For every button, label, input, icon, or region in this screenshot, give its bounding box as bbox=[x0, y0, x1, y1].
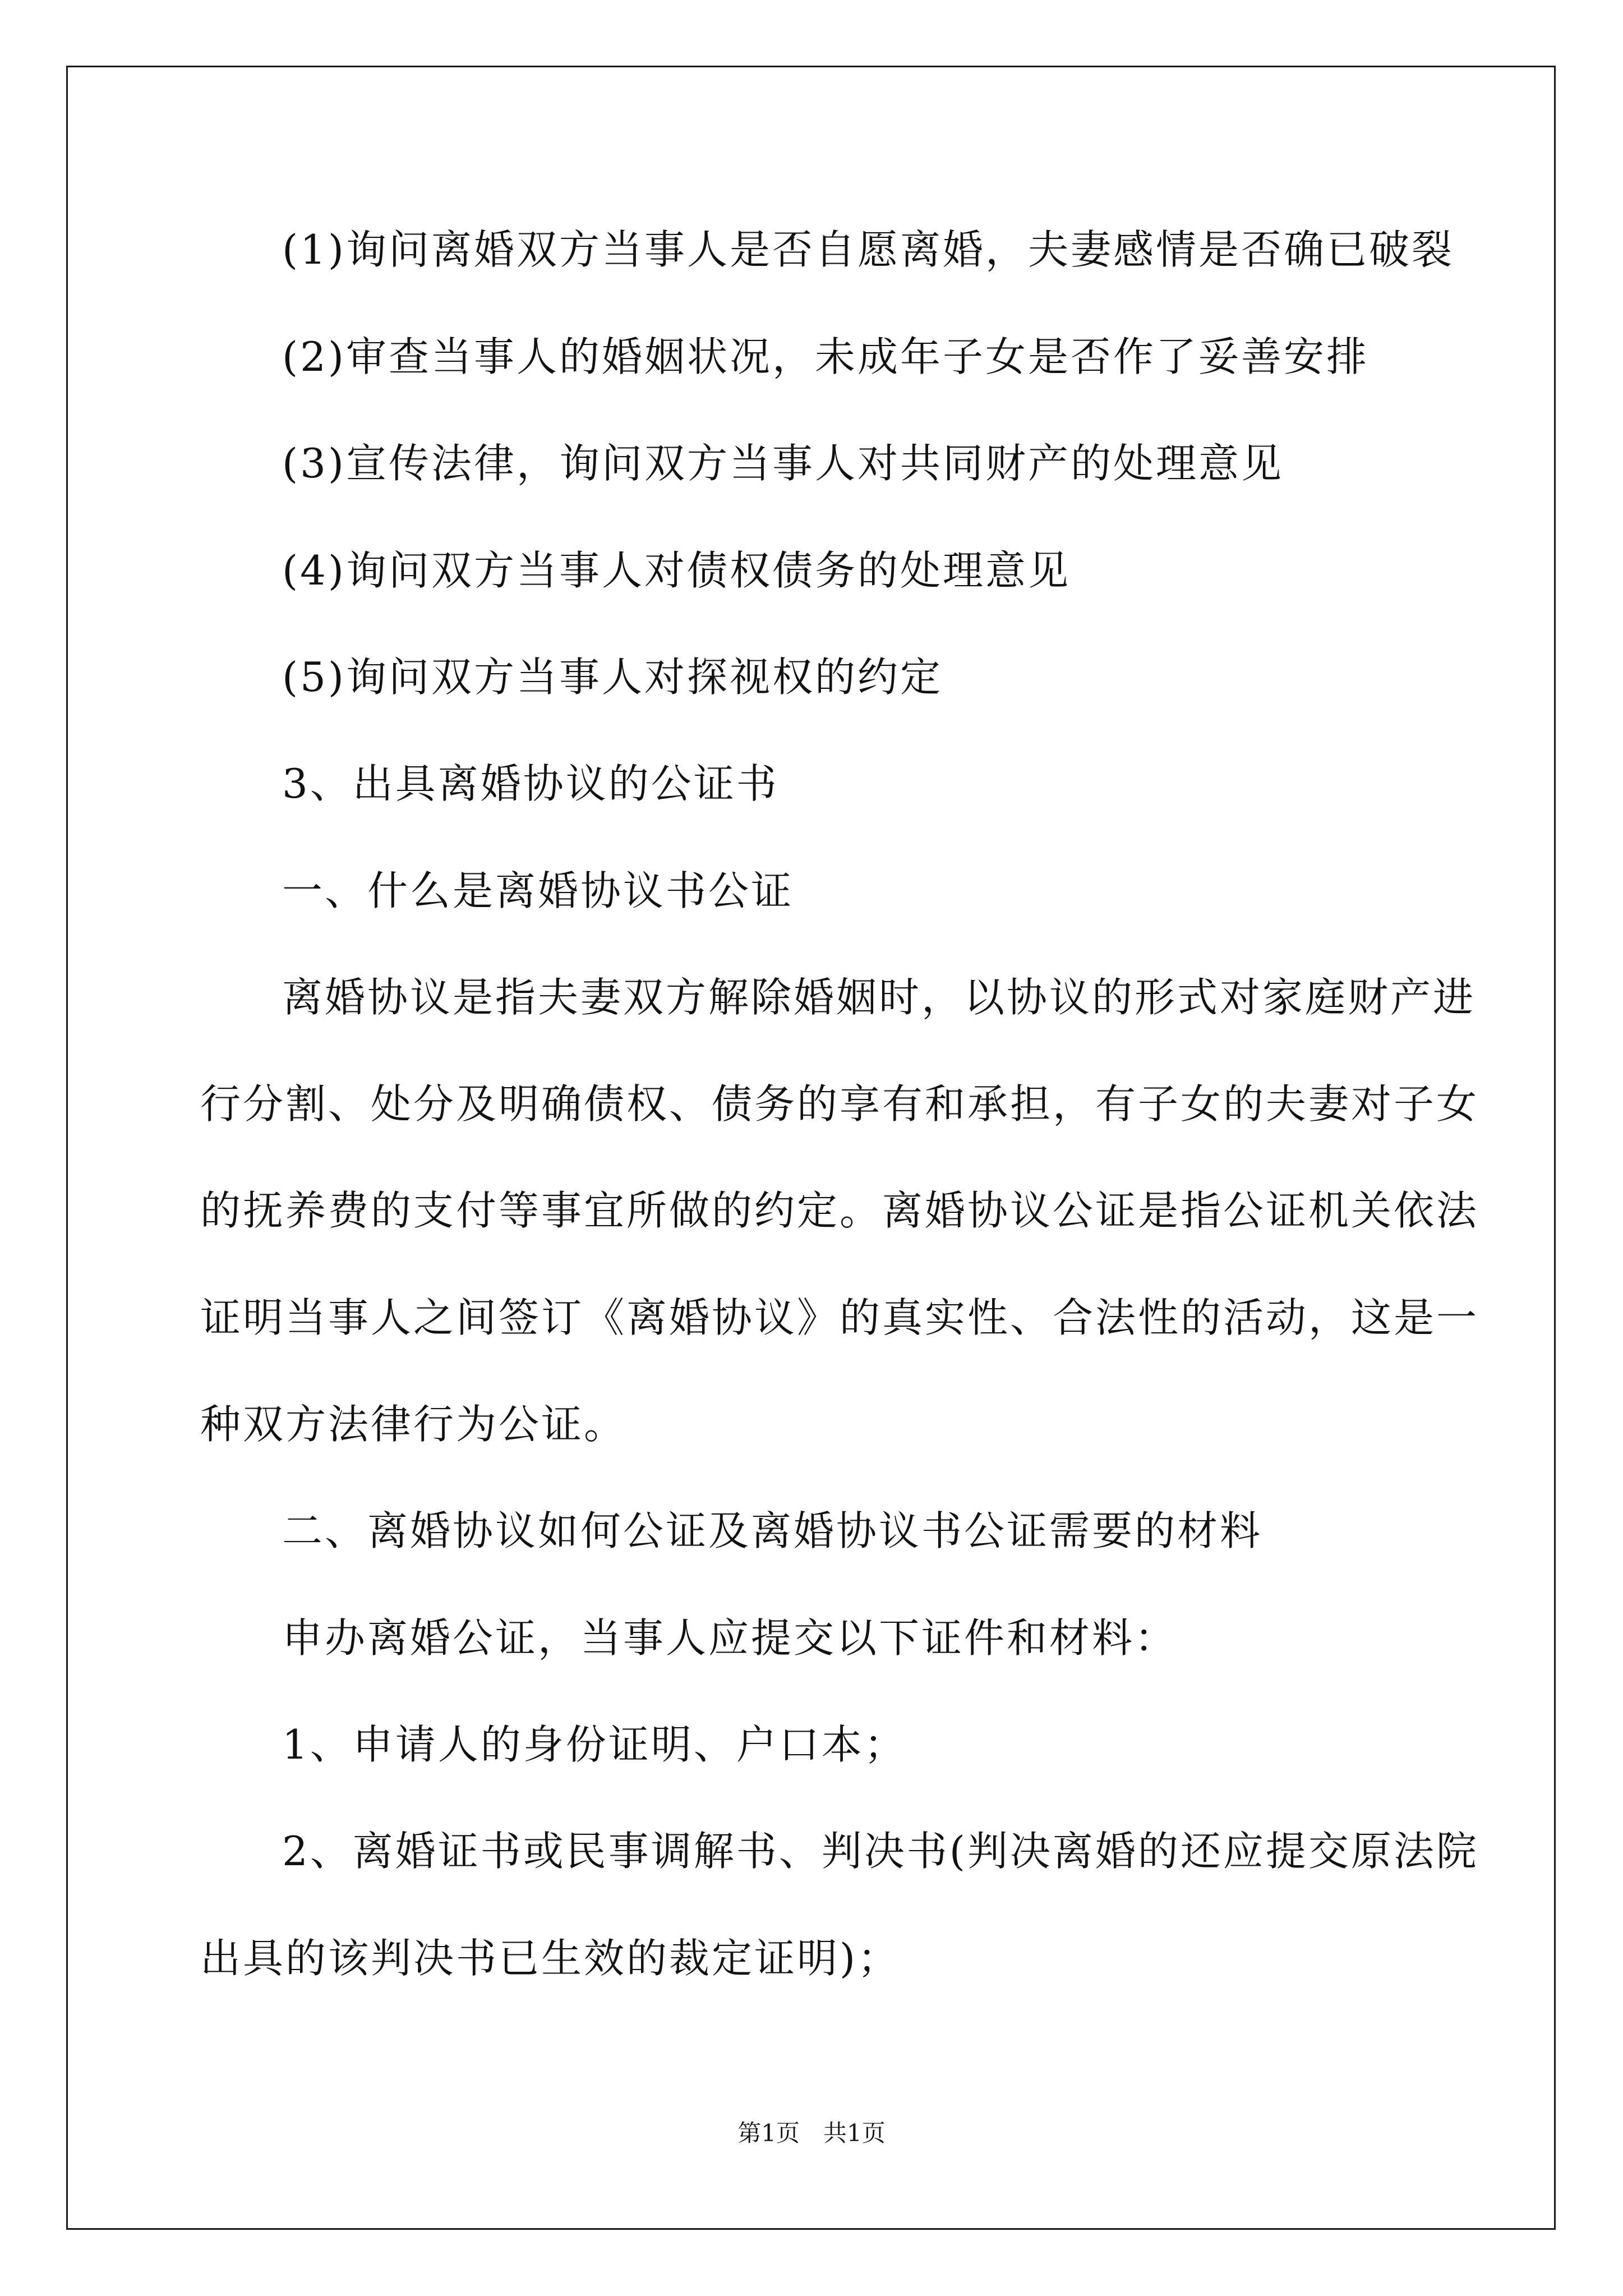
page-footer: 第1页 共1页 bbox=[737, 2119, 886, 2147]
paragraph-line: (5)询问双方当事人对探视权的约定 bbox=[282, 654, 943, 701]
section-heading: 3、出具离婚协议的公证书 bbox=[282, 760, 779, 807]
paragraph-line: (2)审查当事人的婚姻状况，未成年子女是否作了妥善安排 bbox=[282, 333, 1369, 380]
paragraph-line: 证明当事人之间签订《离婚协议》的真实性、合法性的活动，这是一 bbox=[200, 1294, 1479, 1341]
paragraph-line: 种双方法律行为公证。 bbox=[200, 1401, 627, 1448]
list-item: 1、申请人的身份证明、户口本； bbox=[282, 1721, 907, 1768]
paragraph-line: 离婚协议是指夫妻双方解除婚姻时，以协议的形式对家庭财产进 bbox=[282, 974, 1476, 1021]
section-heading: 一、什么是离婚协议书公证 bbox=[282, 867, 794, 914]
paragraph-line: 行分割、处分及明确债权、债务的享有和承担，有子女的夫妻对子女 bbox=[200, 1080, 1479, 1128]
paragraph-line: (4)询问双方当事人对债权债务的处理意见 bbox=[282, 547, 1071, 594]
section-heading: 二、离婚协议如何公证及离婚协议书公证需要的材料 bbox=[282, 1507, 1263, 1554]
paragraph-line: 的抚养费的支付等事宜所做的约定。离婚协议公证是指公证机关依法 bbox=[200, 1187, 1479, 1234]
paragraph-line: (3)宣传法律，询问双方当事人对共同财产的处理意见 bbox=[282, 440, 1284, 487]
list-item: 2、离婚证书或民事调解书、判决书(判决离婚的还应提交原法院 bbox=[282, 1828, 1479, 1875]
list-item-continuation: 出具的该判决书已生效的裁定证明)； bbox=[200, 1935, 901, 1982]
page-border bbox=[66, 66, 1556, 2230]
paragraph-line: (1)询问离婚双方当事人是否自愿离婚，夫妻感情是否确已破裂 bbox=[282, 226, 1454, 273]
paragraph-line: 申办离婚公证，当事人应提交以下证件和材料： bbox=[282, 1614, 1178, 1662]
